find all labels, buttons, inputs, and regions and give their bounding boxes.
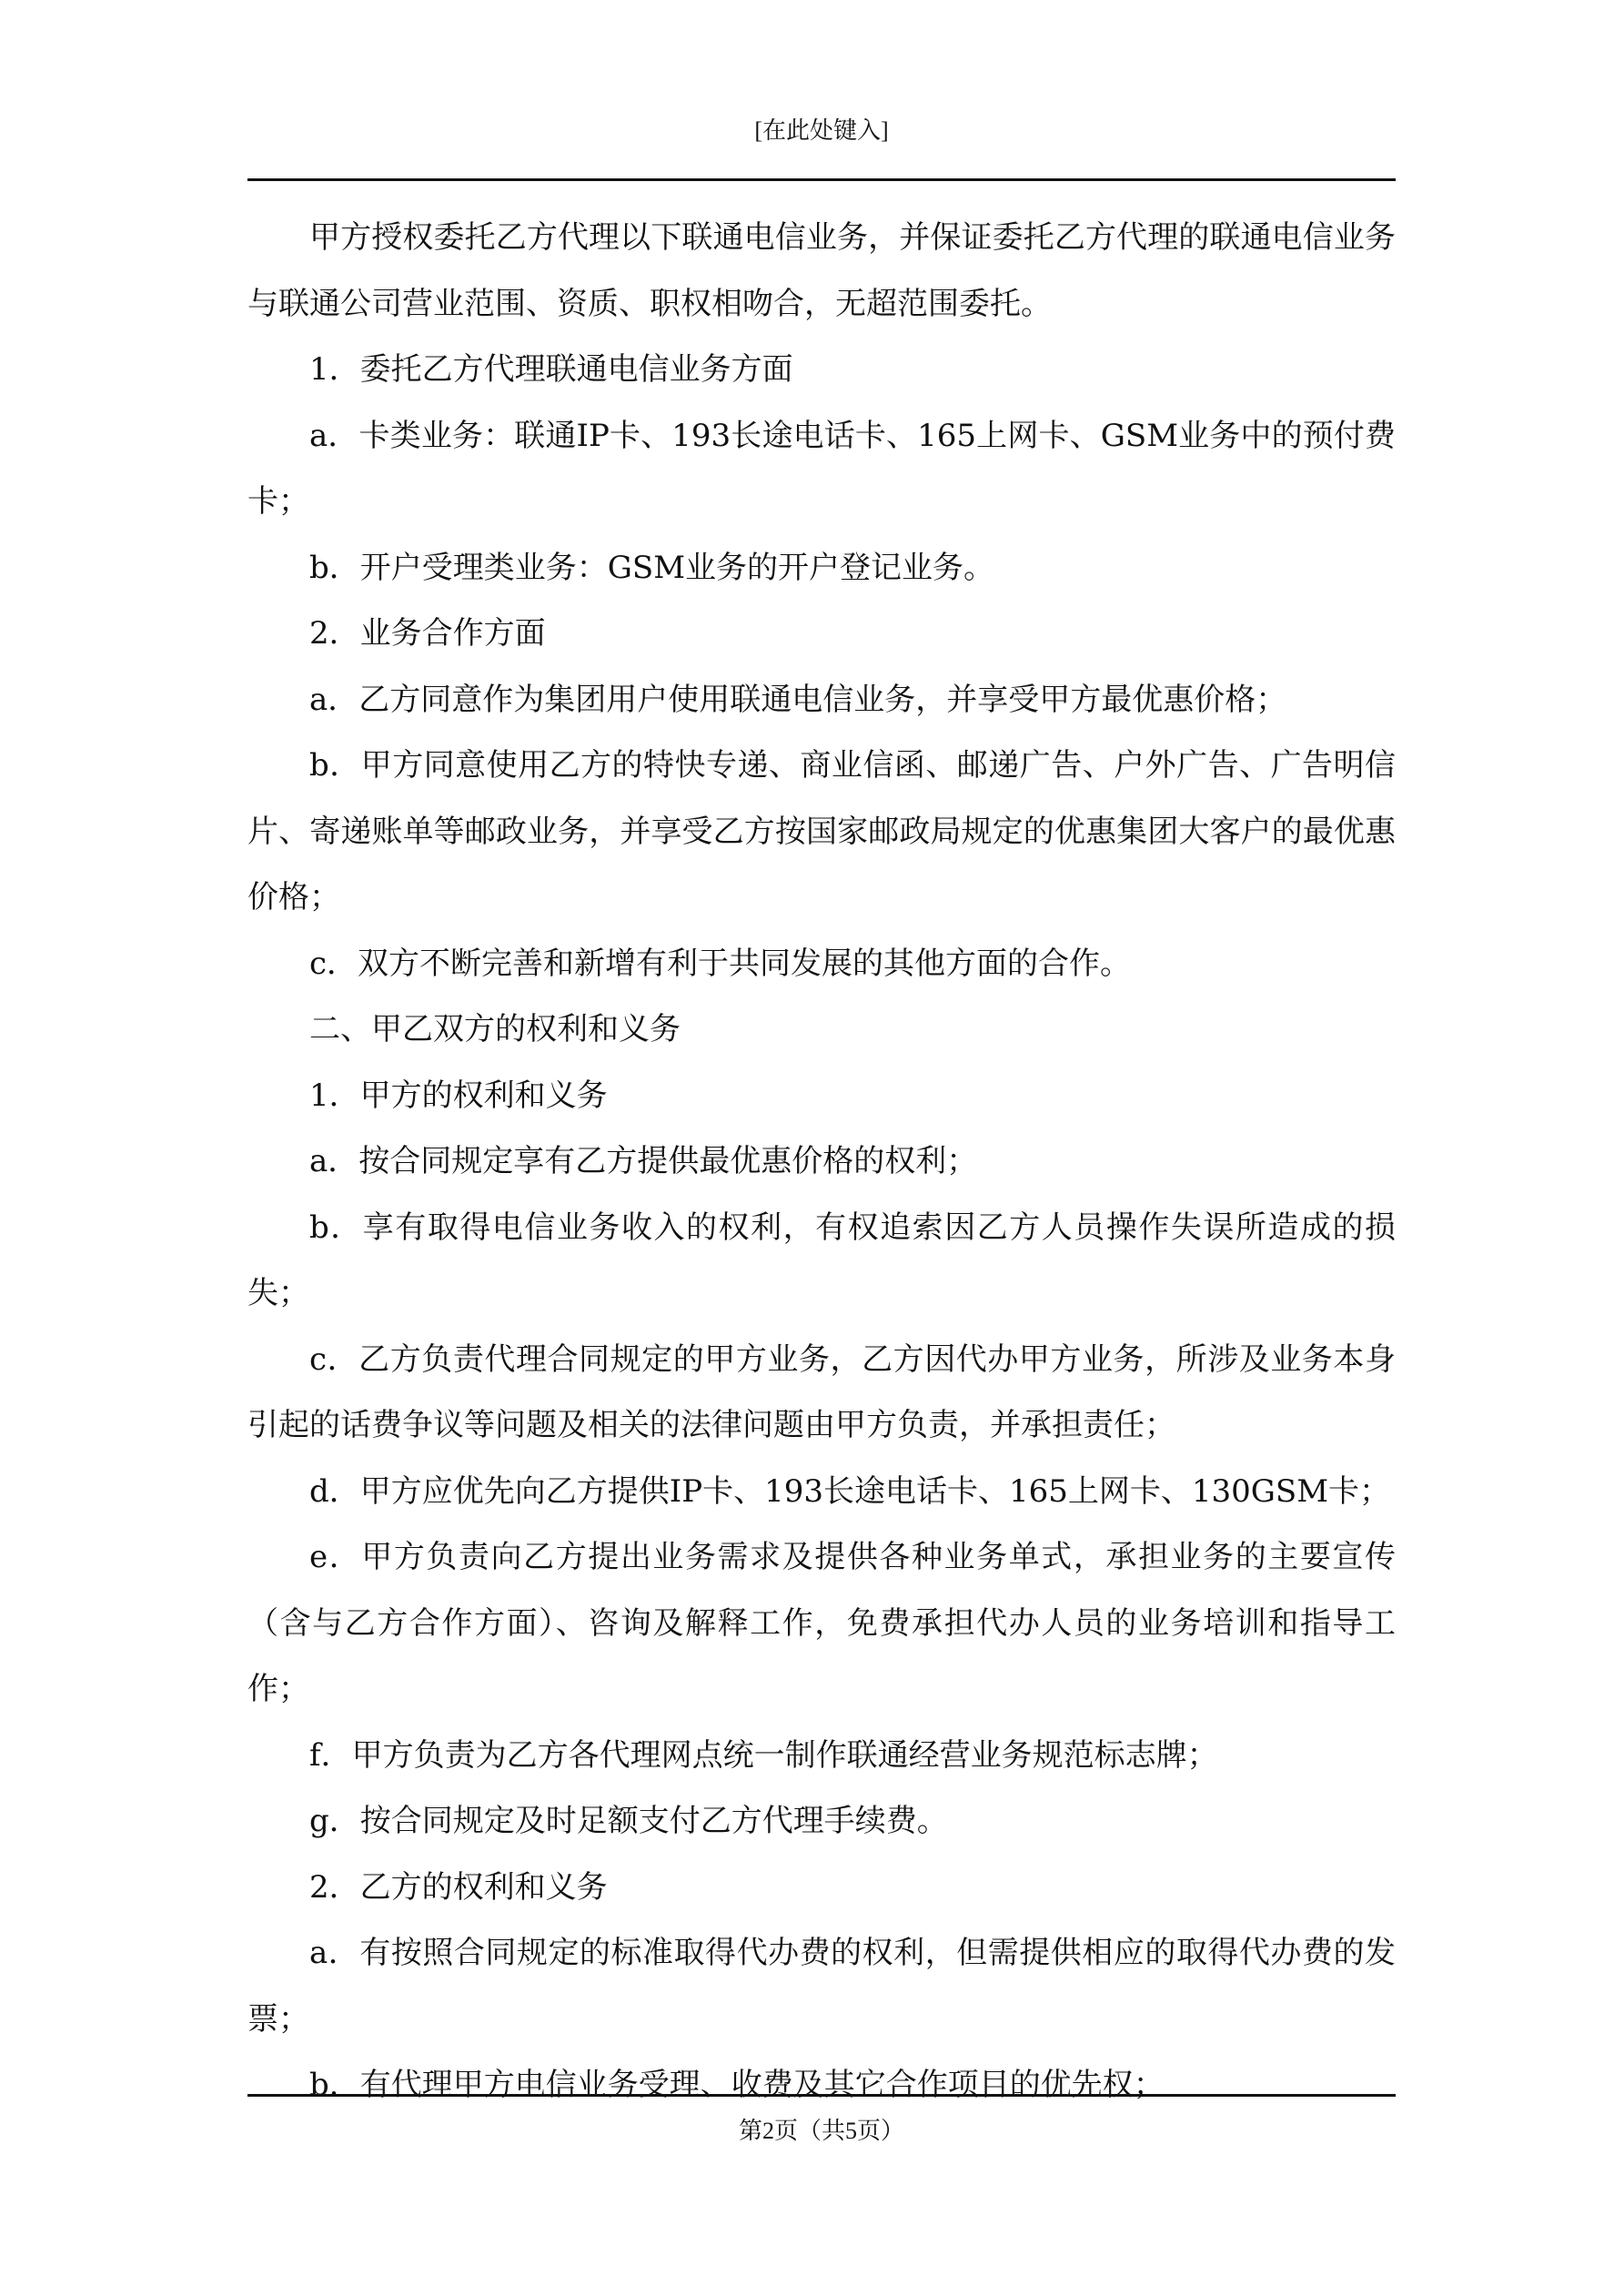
- paragraph-item: f．甲方负责为乙方各代理网点统一制作联通经营业务规范标志牌；: [309, 1736, 1218, 1774]
- paragraph-item: c．乙方负责代理合同规定的甲方业务，乙方因代办甲方业务，所涉及业务本身引起的话费争议等问题及相关的法律问题由甲方负责，并承担责任；: [247, 1340, 1396, 1443]
- paragraph-item: e．甲方负责向乙方提出业务需求及提供各种业务单式，承担业务的主要宣传（含与乙方合作方面）、咨询及解释工作，免费承担代办人员的业务培训和指导工作；: [247, 1539, 1396, 1707]
- paragraph-party-b-heading: 2．乙方的权利和义务: [309, 1868, 608, 1906]
- paragraph-item: b．甲方同意使用乙方的特快专递、商业信函、邮递广告、户外广告、广告明信片、寄递账单等邮政业务，并享受乙方按国家邮政局规定的优惠集团大客户的最优惠价格；: [247, 747, 1396, 915]
- page-header: [在此处键入]: [754, 117, 889, 144]
- paragraph-party-a-heading: 1．甲方的权利和义务: [309, 1077, 608, 1114]
- paragraph-chapter-heading: 二、甲乙双方的权利和义务: [309, 1011, 681, 1047]
- paragraph-item: d．甲方应优先向乙方提供IP卡、193长途电话卡、165上网卡、130GSM卡；: [309, 1472, 1391, 1510]
- paragraph-section-1-heading: 1．委托乙方代理联通电信业务方面: [309, 351, 793, 388]
- page-number-footer: 第2页（共5页）: [738, 2118, 904, 2144]
- paragraph-item: b．享有取得电信业务收入的权利，有权追索因乙方人员操作失误所造成的损失；: [247, 1209, 1396, 1311]
- paragraph-item: b．有代理甲方电信业务受理、收费及其它合作项目的优先权；: [309, 2067, 1165, 2103]
- header-divider: [247, 178, 1396, 181]
- document-body: [247, 205, 1396, 2119]
- paragraph-item: c．双方不断完善和新增有利于共同发展的其他方面的合作。: [309, 945, 1132, 982]
- footer-divider: [247, 2094, 1396, 2097]
- paragraph-section-2-heading: 2．业务合作方面: [309, 615, 546, 652]
- paragraph-item: a．卡类业务：联通IP卡、193长途电话卡、165上网卡、GSM业务中的预付费卡；: [247, 417, 1396, 520]
- paragraph-item: a．有按照合同规定的标准取得代办费的权利，但需提供相应的取得代办费的发票；: [247, 1935, 1396, 2038]
- paragraph-item: g．按合同规定及时足额支付乙方代理手续费。: [309, 1803, 948, 1839]
- paragraph-item: a．乙方同意作为集团用户使用联通电信业务，并享受甲方最优惠价格；: [309, 681, 1287, 718]
- paragraph-item: a．按合同规定享有乙方提供最优惠价格的权利；: [309, 1143, 978, 1179]
- paragraph-item: b．开户受理类业务：GSM业务的开户登记业务。: [309, 549, 995, 586]
- paragraph-intro: 甲方授权委托乙方代理以下联通电信业务，并保证委托乙方代理的联通电信业务与联通公司营业范围、资质、职权相吻合，无超范围委托。: [247, 219, 1396, 322]
